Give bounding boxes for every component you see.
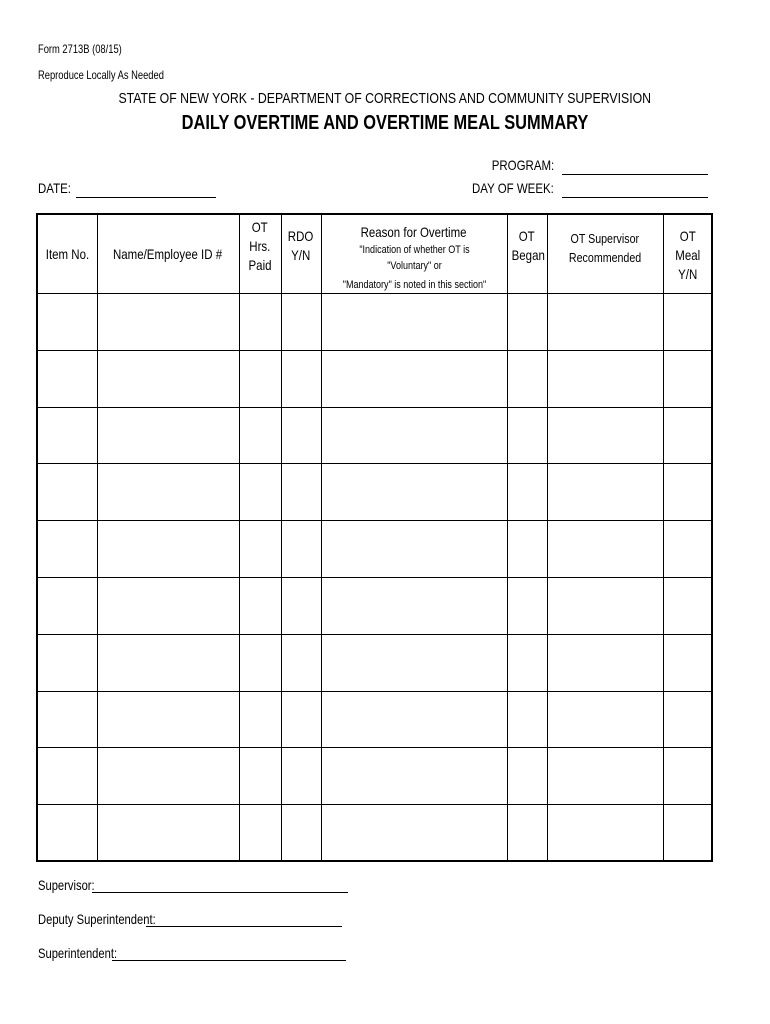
table-row: [37, 748, 712, 805]
cell-ot-hrs-paid[interactable]: [239, 407, 281, 464]
cell-ot-hrs-paid[interactable]: [239, 691, 281, 748]
cell-ot-meal[interactable]: [663, 407, 712, 464]
cell-item-no[interactable]: [37, 521, 97, 578]
cell-rdo[interactable]: [281, 521, 321, 578]
superintendent-signature-field[interactable]: [112, 960, 346, 961]
cell-ot-hrs-paid[interactable]: [239, 577, 281, 634]
cell-item-no[interactable]: [37, 294, 97, 351]
table-body: [37, 294, 712, 862]
cell-reason-for-overtime[interactable]: [321, 577, 507, 634]
deputy-superintendent-signature-field[interactable]: [146, 926, 342, 927]
table-row: [37, 407, 712, 464]
cell-reason-for-overtime[interactable]: [321, 748, 507, 805]
table-row: [37, 294, 712, 351]
cell-ot-supervisor-recommended[interactable]: [547, 521, 663, 578]
cell-item-no[interactable]: [37, 805, 97, 862]
cell-rdo[interactable]: [281, 805, 321, 862]
cell-name-employee-id[interactable]: [97, 805, 239, 862]
cell-ot-supervisor-recommended[interactable]: [547, 350, 663, 407]
header-ot-meal: OT Meal Y/N: [663, 214, 712, 294]
cell-ot-began[interactable]: [507, 634, 547, 691]
day-of-week-label: DAY OF WEEK:: [472, 180, 554, 196]
supervisor-label: Supervisor:: [38, 877, 95, 893]
cell-rdo[interactable]: [281, 748, 321, 805]
cell-rdo[interactable]: [281, 294, 321, 351]
cell-name-employee-id[interactable]: [97, 634, 239, 691]
cell-ot-began[interactable]: [507, 350, 547, 407]
cell-rdo[interactable]: [281, 634, 321, 691]
cell-name-employee-id[interactable]: [97, 748, 239, 805]
cell-ot-meal[interactable]: [663, 294, 712, 351]
cell-ot-meal[interactable]: [663, 350, 712, 407]
header-ot-began: OT Began: [507, 214, 547, 294]
cell-ot-meal[interactable]: [663, 748, 712, 805]
supervisor-signature-field[interactable]: [92, 892, 348, 893]
table-row: [37, 691, 712, 748]
cell-ot-meal[interactable]: [663, 634, 712, 691]
cell-ot-meal[interactable]: [663, 805, 712, 862]
cell-ot-supervisor-recommended[interactable]: [547, 407, 663, 464]
table-row: [37, 464, 712, 521]
table-row: [37, 350, 712, 407]
cell-ot-supervisor-recommended[interactable]: [547, 577, 663, 634]
cell-ot-meal[interactable]: [663, 464, 712, 521]
cell-ot-meal[interactable]: [663, 577, 712, 634]
cell-reason-for-overtime[interactable]: [321, 691, 507, 748]
cell-ot-hrs-paid[interactable]: [239, 464, 281, 521]
cell-ot-supervisor-recommended[interactable]: [547, 691, 663, 748]
cell-ot-began[interactable]: [507, 294, 547, 351]
program-field[interactable]: [562, 174, 708, 175]
superintendent-label: Superintendent:: [38, 945, 118, 961]
cell-name-employee-id[interactable]: [97, 350, 239, 407]
form-title: DAILY OVERTIME AND OVERTIME MEAL SUMMARY: [181, 112, 589, 134]
cell-ot-began[interactable]: [507, 805, 547, 862]
cell-ot-meal[interactable]: [663, 521, 712, 578]
cell-name-employee-id[interactable]: [97, 521, 239, 578]
cell-item-no[interactable]: [37, 350, 97, 407]
table-header-row: [37, 214, 712, 294]
cell-ot-hrs-paid[interactable]: [239, 748, 281, 805]
table-row: [37, 521, 712, 578]
cell-ot-hrs-paid[interactable]: [239, 521, 281, 578]
deputy-superintendent-label: Deputy Superintendent:: [38, 911, 156, 927]
cell-item-no[interactable]: [37, 577, 97, 634]
cell-ot-hrs-paid[interactable]: [239, 294, 281, 351]
cell-item-no[interactable]: [37, 691, 97, 748]
cell-ot-began[interactable]: [507, 521, 547, 578]
cell-name-employee-id[interactable]: [97, 407, 239, 464]
cell-item-no[interactable]: [37, 407, 97, 464]
cell-reason-for-overtime[interactable]: [321, 464, 507, 521]
cell-reason-for-overtime[interactable]: [321, 805, 507, 862]
cell-name-employee-id[interactable]: [97, 577, 239, 634]
cell-ot-began[interactable]: [507, 748, 547, 805]
cell-reason-for-overtime[interactable]: [321, 634, 507, 691]
program-label: PROGRAM:: [491, 157, 554, 173]
cell-name-employee-id[interactable]: [97, 294, 239, 351]
cell-rdo[interactable]: [281, 350, 321, 407]
cell-ot-supervisor-recommended[interactable]: [547, 294, 663, 351]
agency-name: STATE OF NEW YORK - DEPARTMENT OF CORRECTIONS AND COMMUNITY SUPERVISION: [118, 90, 652, 107]
cell-ot-supervisor-recommended[interactable]: [547, 748, 663, 805]
cell-reason-for-overtime[interactable]: [321, 294, 507, 351]
day-of-week-field[interactable]: [562, 197, 708, 198]
cell-ot-began[interactable]: [507, 691, 547, 748]
cell-ot-began[interactable]: [507, 577, 547, 634]
cell-ot-hrs-paid[interactable]: [239, 805, 281, 862]
header-reason-for-overtime: Reason for Overtime "Indication of whether OT is "Voluntary" or "Mandatory" is noted in this section": [321, 214, 507, 294]
overtime-table: [36, 213, 713, 862]
cell-name-employee-id[interactable]: [97, 464, 239, 521]
header-item-no: Item No.: [37, 214, 97, 294]
cell-rdo[interactable]: [281, 464, 321, 521]
table-row: [37, 805, 712, 862]
cell-ot-meal[interactable]: [663, 691, 712, 748]
cell-item-no[interactable]: [37, 748, 97, 805]
cell-ot-began[interactable]: [507, 407, 547, 464]
form-number: Form 2713B (08/15): [38, 42, 122, 56]
reproduce-note: Reproduce Locally As Needed: [38, 68, 164, 82]
cell-reason-for-overtime[interactable]: [321, 407, 507, 464]
cell-name-employee-id[interactable]: [97, 691, 239, 748]
cell-item-no[interactable]: [37, 634, 97, 691]
header-ot-supervisor-recommended: OT Supervisor Recommended: [547, 214, 663, 294]
header-ot-hrs-paid: OT Hrs. Paid: [239, 214, 281, 294]
cell-reason-for-overtime[interactable]: [321, 350, 507, 407]
cell-item-no[interactable]: [37, 464, 97, 521]
date-field[interactable]: [76, 197, 216, 198]
cell-ot-began[interactable]: [507, 464, 547, 521]
cell-ot-supervisor-recommended[interactable]: [547, 464, 663, 521]
cell-rdo[interactable]: [281, 577, 321, 634]
cell-rdo[interactable]: [281, 407, 321, 464]
header-name-employee-id: Name/Employee ID #: [97, 214, 239, 294]
cell-reason-for-overtime[interactable]: [321, 521, 507, 578]
date-label: DATE:: [38, 180, 71, 196]
table-row: [37, 577, 712, 634]
cell-ot-supervisor-recommended[interactable]: [547, 634, 663, 691]
cell-rdo[interactable]: [281, 691, 321, 748]
cell-ot-hrs-paid[interactable]: [239, 350, 281, 407]
table-row: [37, 634, 712, 691]
cell-ot-hrs-paid[interactable]: [239, 634, 281, 691]
cell-ot-supervisor-recommended[interactable]: [547, 805, 663, 862]
header-rdo: RDO Y/N: [281, 214, 321, 294]
